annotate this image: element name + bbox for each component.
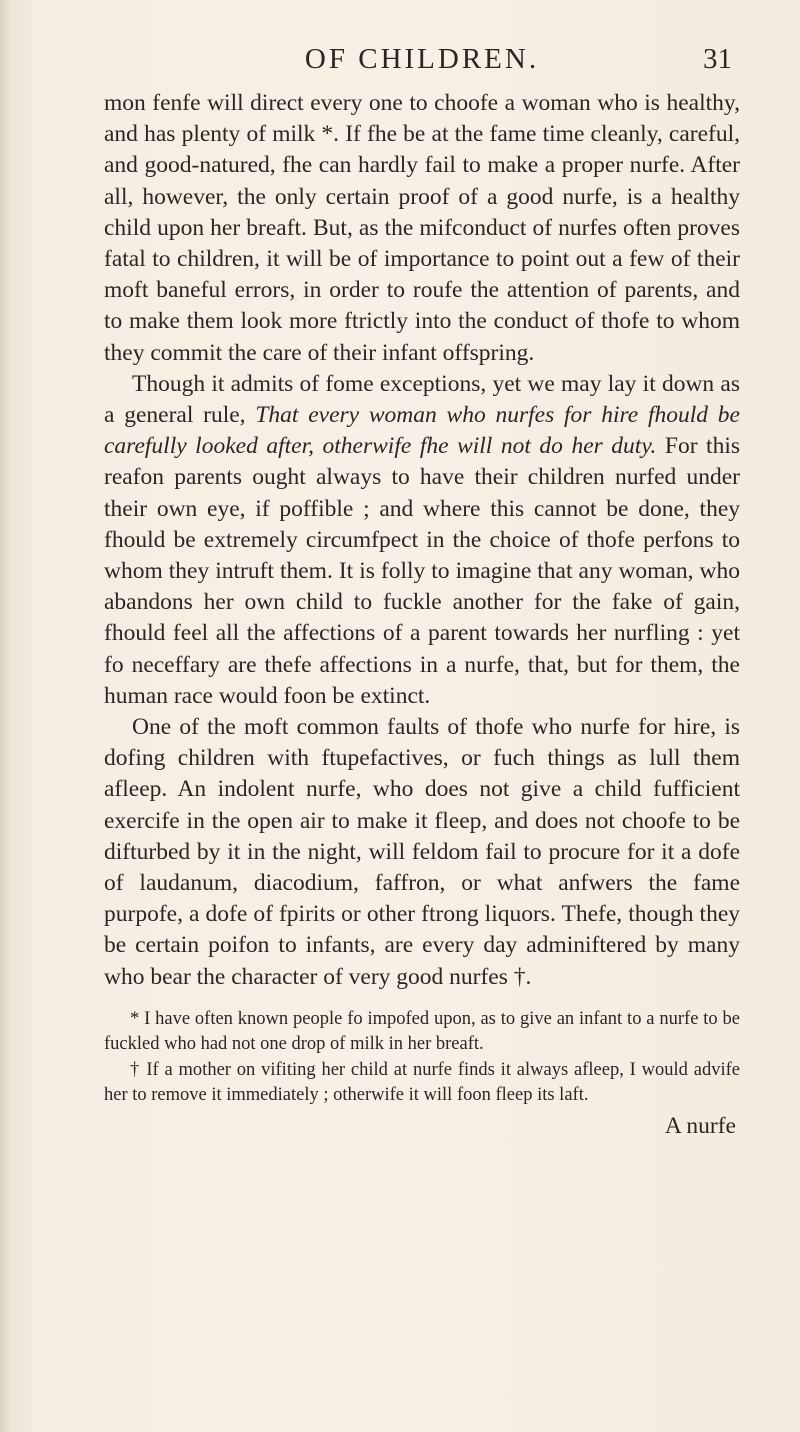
paragraph-2 [104, 369, 740, 712]
body-text [104, 88, 740, 993]
paragraph-3: One of the moft common faults of thofe who nurfe for hire, is dofing children with ftupefactives, or fuch things as lull them afleep. An indolent nurfe, who does not give a child fufficient exercife in the open air to make it fleep, and does not choofe to be difturbed by it in the night, will feldom fail to procure for it a dofe of laudanum, diacodium, faffron, or what anfwers the fame purpofe, a dofe of fpirits or other ftrong liquors. Thefe, though they be certain poifon to infants, are every day adminiftered by many who bear the character of very good nurfes †. [104, 714, 740, 990]
page-number: 31 [703, 43, 732, 75]
paragraph-1: mon fenfe will direct every one to choofe a woman who is healthy, and has plenty of milk *. If fhe be at the fame time cleanly, careful, and good-natured, fhe can hardly fail to make a proper nurfe. After all, however, the only certain proof of a good nurfe, is a healthy child upon her breaft. But, as the mifconduct of nurfes often proves fatal to children, it will be of importance to point out a few of their moft baneful errors, in order to roufe the attention of parents, and to make them look more ftrictly into the conduct of thofe to whom they commit the care of their infant offspring. [104, 90, 740, 366]
page-edge-shadow [0, 0, 10, 1432]
paragraph-2-lead: Though it admits of fome exceptions, yet we may lay it down as a general rule, [104, 370, 740, 429]
footnote-star: * I have often known people fo impofed upon, as to give an infant to a nurfe to be fuckled who had not one drop of milk in her breaft. [104, 1008, 740, 1055]
running-head-title: OF CHILDREN. [304, 43, 540, 75]
paragraph-2-rest: For this reafon parents ought always to have their children nurfed under their own eye, if poffible ; and where this cannot be done, they fhould be extremely circumfpect in the choice of thofe perfons to whom they intruft them. It is folly to imagine that any woman, who abandons her own child to fuckle another for the fake of gain, fhould feel all the affections of a parent towards her nurfling : yet fo neceffary are thefe affections in a nurfe, that, but for them, the human race would foon be extinct. [104, 433, 740, 709]
catchword: A nurfe [664, 1112, 736, 1139]
running-head [104, 34, 740, 84]
paragraph-2-italic-rule: That every woman who nurfes for hire fhould be carefully looked after, otherwife fhe will not do her duty. [104, 402, 740, 460]
footnotes [104, 1007, 740, 1109]
footnote-dagger: † If a mother on vifiting her child at nurfe finds it always afleep, I would advife her to remove it immediately ; otherwife it will foon fleep its laft. [104, 1059, 740, 1106]
